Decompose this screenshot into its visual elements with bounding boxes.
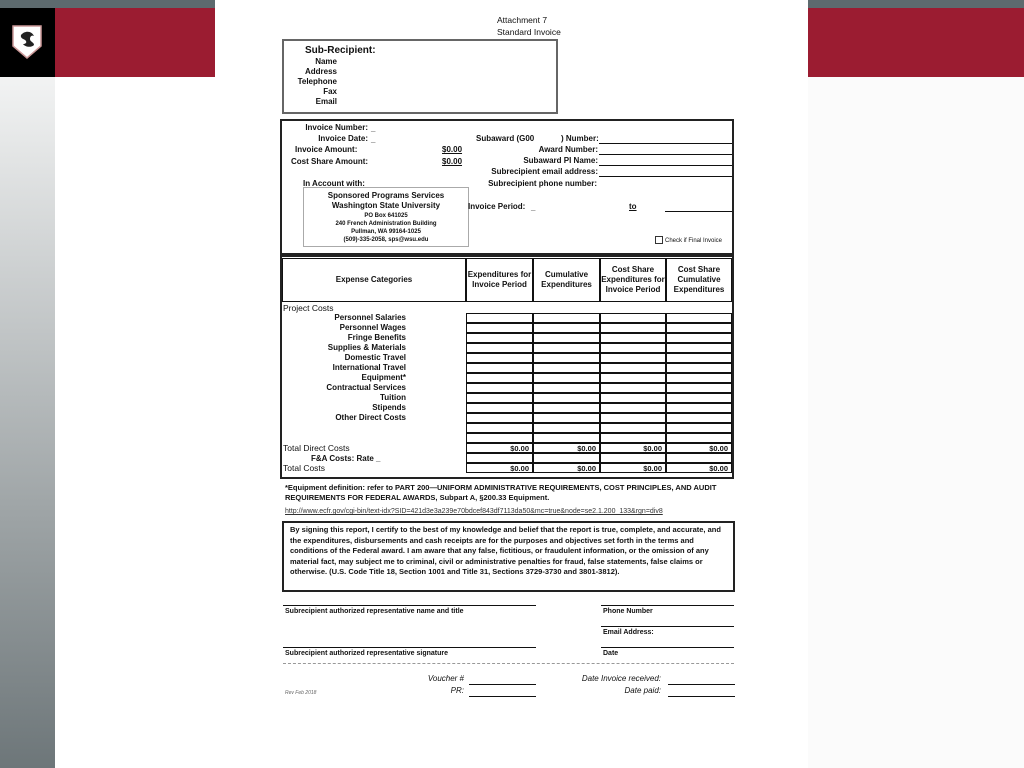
fa-cell[interactable] [533,453,600,463]
expense-cell[interactable] [666,423,732,433]
phone-number-label: Phone Number [603,608,653,615]
expense-cell[interactable] [666,393,732,403]
expense-cell[interactable] [533,413,600,423]
logo-block [0,8,55,77]
certification-text: By signing this report, I certify to the best of my knowledge and belief that the report is true, complete, and accurate, and the expenditures, disbursements and cash receipts are for the purposes and objectives set forth in the terms and conditions of the Federal award. I am aware that any false, fictitious, or fraudulent information, or the omission of any material fact, may subject me to criminal, civil or administrative penalties for fraud, false statements, false claims or otherwise. (U.S. Code Title 18, Section 1001 and Title 31, Sections 3729-3730 and 3801-3812). [290,525,721,576]
expense-row-label: Fringe Benefits [347,333,406,342]
expense-row-label: Personnel Wages [339,323,406,332]
ecfr-link[interactable]: http://www.ecfr.gov/cgi-bin/text-idx?SID=421d3e3a239e70bdcef843df7113da50&mc=true&node=se2.1.200_133&rgn=div8 [285,508,663,515]
expense-cell[interactable] [666,383,732,393]
date-received-label: Date Invoice received: [581,674,661,683]
expense-cell[interactable] [466,313,533,323]
left-sidebar [0,77,55,768]
fa-rate-label: F&A Costs: Rate _ [311,454,381,463]
subrecipient-title: Sub-Recipient: [305,45,376,56]
expense-cell[interactable] [600,343,666,353]
date-paid-field[interactable] [668,696,735,697]
account-line: (509)-335-2058, sps@wsu.edu [343,237,429,243]
pi-name-label: Subaward PI Name: [523,156,598,165]
invoice-date-label: Invoice Date: [318,134,368,143]
account-line: Washington State University [331,201,441,210]
expense-cell[interactable] [600,423,666,433]
date-paid-label: Date paid: [624,686,661,695]
expense-cell[interactable] [466,433,533,443]
fa-cell[interactable] [666,453,732,463]
total-cell: $0.00 [666,463,732,473]
subaward-number-field[interactable] [599,143,732,144]
name-title-field[interactable] [283,605,536,606]
expense-cell[interactable] [666,433,732,443]
expense-row-label: Stipends [372,403,406,412]
expense-cell[interactable] [533,433,600,443]
header-expenditures-period: Expenditures for Invoice Period [466,258,533,302]
invoice-date-value[interactable]: _ [371,135,376,144]
account-line: Sponsored Programs Services [327,191,445,200]
signature-field[interactable] [283,647,536,648]
field-telephone: Telephone [297,77,337,86]
expense-cell[interactable] [600,433,666,443]
subaward-label-end: ) Number: [561,134,599,143]
expense-cell[interactable] [666,363,732,373]
header-cumulative: Cumulative Expenditures [533,258,600,302]
invoice-amount-value: $0.00 [442,145,463,154]
expense-row-label: International Travel [332,363,406,372]
total-direct-cell: $0.00 [533,443,600,453]
email-field[interactable] [599,176,732,177]
expense-cell[interactable] [533,333,600,343]
subaward-label: Subaward (G00 [476,134,535,143]
expense-cell[interactable] [600,413,666,423]
expense-cell[interactable] [466,373,533,383]
expense-cell[interactable] [466,323,533,333]
header-expense-categories: Expense Categories [282,258,466,302]
expense-cell[interactable] [600,333,666,343]
phone-field[interactable] [601,605,734,606]
invoice-period-start[interactable]: _ [531,203,536,212]
total-cell: $0.00 [533,463,600,473]
award-number-label: Award Number: [538,145,598,154]
expense-cell[interactable] [466,393,533,403]
expense-cell[interactable] [466,413,533,423]
header-cost-share-cumulative: Cost Share Cumulative Expenditures [666,258,732,302]
expense-cell[interactable] [600,363,666,373]
date-label: Date [603,650,619,657]
expense-cell[interactable] [533,383,600,393]
expense-cell[interactable] [600,353,666,363]
email-address-label: Email Address: [603,629,654,636]
document-title: Standard Invoice [497,27,561,37]
expense-row-label: Supplies & Materials [327,343,406,352]
total-direct-cell: $0.00 [466,443,533,453]
header-cost-share-period: Cost Share Expenditures for Invoice Period [600,258,666,302]
account-line: Pullman, WA 99164-1025 [351,229,421,235]
expense-cell[interactable] [666,403,732,413]
expense-row-label: Equipment* [361,373,406,382]
cut-line [283,663,734,664]
voucher-field[interactable] [469,684,536,685]
total-costs-label: Total Costs [283,463,326,473]
wsu-shield-logo-icon [12,25,42,59]
expense-row-label: Other Direct Costs [335,413,406,422]
expense-cell[interactable] [533,363,600,373]
expense-cell[interactable] [533,353,600,363]
expense-row-label: Contractual Services [326,383,406,392]
award-number-field[interactable] [599,154,732,155]
fa-cell[interactable] [466,453,533,463]
voucher-label: Voucher # [427,674,464,683]
pr-label: PR: [450,686,464,695]
expense-cell[interactable] [533,403,600,413]
account-line: 240 French Administration Building [335,221,437,227]
account-line: PO Box 641025 [364,213,408,219]
expense-cell[interactable] [666,323,732,333]
phone-label: Subrecipient phone number: [488,179,597,188]
field-fax: Fax [323,87,337,96]
invoice-number-label: Invoice Number: [305,123,368,132]
expense-cell[interactable] [466,383,533,393]
revision-note: Rev Feb 2018 [285,690,317,696]
project-costs-label: Project Costs [283,303,334,313]
total-direct-cell: $0.00 [666,443,732,453]
expense-cell[interactable] [600,383,666,393]
expense-row-label: Domestic Travel [344,353,406,362]
total-cell: $0.00 [466,463,533,473]
expense-cell[interactable] [466,403,533,413]
expense-row-label: Tuition [379,393,406,402]
fa-cell[interactable] [600,453,666,463]
cost-share-label: Cost Share Amount: [291,157,369,166]
expense-cell[interactable] [666,413,732,423]
expense-row-label: Personnel Salaries [334,313,406,322]
account-label: In Account with: [303,179,365,188]
expense-cell[interactable] [533,313,600,323]
expense-cell[interactable] [533,423,600,433]
pr-field[interactable] [469,696,536,697]
expense-cell[interactable] [466,343,533,353]
expense-cell[interactable] [600,393,666,403]
expense-cell[interactable] [666,313,732,323]
invoice-period-end[interactable] [665,211,732,212]
final-invoice-label: Check if Final Invoice [665,238,723,244]
date-field[interactable] [601,647,734,648]
field-name: Name [315,57,337,66]
expense-cell[interactable] [600,373,666,383]
name-title-label: Subrecipient authorized representative name and title [285,608,464,615]
invoice-amount-label: Invoice Amount: [295,145,358,154]
expense-cell[interactable] [666,373,732,383]
expense-cell[interactable] [533,343,600,353]
email-label: Subrecipient email address: [491,167,598,176]
invoice-number-value[interactable]: _ [371,124,376,133]
date-received-field[interactable] [668,684,735,685]
total-direct-cell: $0.00 [600,443,666,453]
expense-cell[interactable] [666,333,732,343]
field-email: Email [315,97,337,106]
total-direct-label: Total Direct Costs [283,443,350,453]
expense-cell[interactable] [600,313,666,323]
expense-cell[interactable] [600,323,666,333]
expense-cell[interactable] [533,373,600,383]
expense-cell[interactable] [466,363,533,373]
expense-cell[interactable] [666,353,732,363]
final-invoice-checkbox[interactable] [655,236,663,244]
expense-cell[interactable] [466,423,533,433]
expense-cell[interactable] [666,343,732,353]
signature-label: Subrecipient authorized representative signature [285,650,448,657]
expense-cell[interactable] [466,353,533,363]
period-to-label: to [629,202,637,211]
total-cell: $0.00 [600,463,666,473]
expense-cell[interactable] [533,323,600,333]
cost-share-value: $0.00 [442,157,463,166]
right-margin [808,77,1024,768]
expense-cell[interactable] [533,393,600,403]
field-address: Address [304,67,337,76]
expense-cell[interactable] [466,333,533,343]
email-address-field[interactable] [601,626,734,627]
expense-cell[interactable] [600,403,666,413]
invoice-period-label: Invoice Period: [468,202,526,211]
equipment-footnote: *Equipment definition: refer to PART 200—UNIFORM ADMINISTRATIVE REQUIREMENTS, COST PRINCIPLES, AND AUDIT REQUIREMENTS FOR FEDERAL AWARDS, Subpart A, §200.33 Equipment. [285,483,717,502]
pi-name-field[interactable] [599,165,732,166]
attachment-title: Attachment 7 [497,15,548,25]
